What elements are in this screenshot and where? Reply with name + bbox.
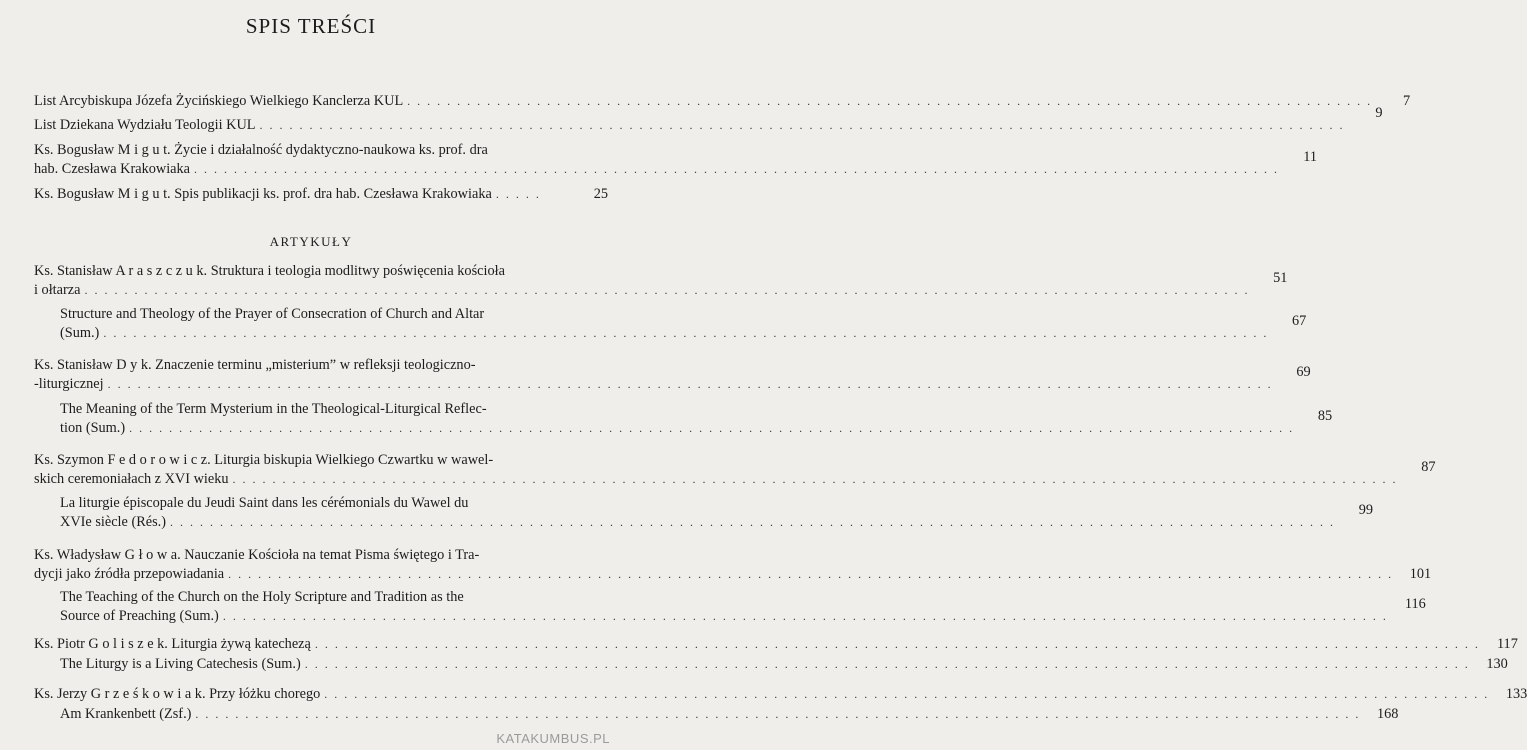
- leader-dots: . . . . . . . . . . . . . . . . . . . . . . . . . . . . . . . . . . . . . . . . . . . . . . . . . . . . . . . . . . . . . . . . . . . . . . . . . . . . . . . . . . . . . . . . . . . . . . . . . . . . . . . . . . . . . . . . . . . . .: [195, 707, 1361, 721]
- leader-dots: . . . . . . . . . . . . . . . . . . . . . . . . . . . . . . . . . . . . . . . . . . . . . . . . . . . . . . . . . . . . . . . . . . . . . . . . . . . . . . . . . . . . . . . . . . . . . . . . . . . . . . . . . . . . . . . . . . . . .: [84, 283, 1250, 297]
- toc-entry: [34, 105, 1383, 135]
- toc-entry-summary: [60, 705, 1399, 724]
- leader-dots: . . . . . . . . . . . . . . . . . . . . . . . . . . . . . . . . . . . . . . . . . . . . . . . . . . . . . . . . . . . . . . . . . . . . . . . . . . . . . . . . . . . . . . . . . . . . . . . . . . . . . . . . . . . . . . . . . . . . .: [129, 421, 1295, 435]
- leader-dots: . . . . . . . . . . . . . . . . . . . . . . . . . . . . . . . . . . . . . . . . . . . . . . . . . . . . . . . . . . . . . . . . . . . . . . . . . . . . . . . . . . . . . . . . . . . . . . . . . . . . . . . . . . . . . . . . . . . . .: [228, 567, 1394, 581]
- toc-entry: [34, 185, 608, 204]
- entry-line: tion (Sum.): [60, 420, 126, 436]
- page-number: 133: [1505, 686, 1527, 702]
- page-number: 11: [1303, 149, 1318, 165]
- entry-line: Structure and Theology of the Prayer of Consecration of Church and Altar: [60, 306, 485, 322]
- toc-entry: [34, 546, 1432, 584]
- entry-line: Ks. Jerzy G r z e ś k o w i a k. Przy łóżku chorego: [34, 686, 321, 702]
- leader-dots: . . . . . . . . . . . . . . . . . . . . . . . . . . . . . . . . . . . . . . . . . . . . . . . . . . . . . . . . . . . . . . . . . . . . . . . . . . . . . . . . . . . . . . . . . . . . . . . . . . . . . . . . . . . . .: [194, 162, 1280, 176]
- page-number: 85: [1317, 408, 1333, 424]
- page-title: SPIS TREŚCI: [245, 14, 377, 38]
- entry-line: Ks. Bogusław M i g u t. Życie i działalność dydaktyczno-naukowa ks. prof. dra: [34, 142, 488, 158]
- entry-line: Ks. Władysław G ł o w a. Nauczanie Kościoła na temat Pisma świętego i Tra-: [34, 547, 480, 563]
- toc-entry-summary: [60, 494, 1373, 532]
- page-number: 101: [1409, 566, 1432, 582]
- toc-entry-summary: [60, 655, 1508, 674]
- entry-line: Am Krankenbett (Zsf.): [60, 706, 192, 722]
- entry-line: -liturgicznej: [34, 376, 104, 392]
- toc-entry-summary: [60, 305, 1307, 343]
- leader-dots: . . . . . . . . . . . . . . . . . . . . . . . . . . . . . . . . . . . . . . . . . . . . . . . . . . . . . . . . . . . . . . . . . . . . . . . . . . . . . . . . . . . . . . . . . . . . . . . . . . . . . . . . . . . . . . . . . . . . .: [103, 326, 1269, 340]
- toc-entry: [34, 685, 1527, 704]
- page-number: 7: [1403, 93, 1411, 109]
- entry-line: Ks. Piotr G o l i s z e k. Liturgia żywą katechezą: [34, 636, 311, 652]
- page-number: 25: [593, 186, 608, 202]
- leader-dots: . . . . . . . . . . . . . . . . . . . . . . . . . . . . . . . . . . . . . . . . . . . . . . . . . . . . . . . . . . . . . . . . . . . . . . . . . . . . . . . . . . . . . . . . . . . . . . . . . . . . . . . . . . . . . . . . . . . . .: [304, 657, 1470, 671]
- entry-line: Ks. Szymon F e d o r o w i c z. Liturgia biskupia Wielkiego Czwartku w wawel-: [34, 452, 494, 468]
- leader-dots: . . . . . . . . . . . . . . . . . . . . . . . . . . . . . . . . . . . . . . . . . . . . . . . . . . . . . . . . . . . . . . . . . . . . . . . . . . . . . . . . . . . . . . . . . . . . . . . . . . . . . . . . . . . . . . . . . . . . .: [107, 377, 1273, 391]
- leader-dots: . . . . . . . . . . . . . . . . . . . . . . . . . . . . . . . . . . . . . . . . . . . . . . . . . . . . . . . . . . . . . . . . . . . . . . . . . . . . . . . . . . . . . . . . . . . . . . . . .: [407, 94, 1373, 108]
- entry-line: Ks. Stanisław D y k. Znaczenie terminu „misterium” w refleksji teologiczno-: [34, 357, 476, 373]
- entry-line: (Sum.): [60, 325, 100, 341]
- toc-entry-summary: [60, 400, 1333, 438]
- leader-dots: . . . . . . . . . . . . . . . . . . . . . . . . . . . . . . . . . . . . . . . . . . . . . . . . . . . . . . . . . . . . . . . . . . . . . . . . . . . . . . . . . . . . . . . . . . . . . . . . . . . . . . . . . . . . . . . . . . . . .: [232, 472, 1398, 486]
- entry-line: The Teaching of the Church on the Holy Scripture and Tradition as the: [60, 589, 464, 605]
- leader-dots: . . . . . . . . . . . . . . . . . . . . . . . . . . . . . . . . . . . . . . . . . . . . . . . . . . . . . . . . . . . . . . . . . . . . . . . . . . . . . . . . . . . . . . . . . . . . . . . . . . . . . . . . . . . . . . . . . . . . .: [314, 637, 1480, 651]
- leader-dots: . . . . . . . . . . . . . . . . . . . . . . . . . . . . . . . . . . . . . . . . . . . . . . . . . . . . . . . . . . . . . . . . . . . . . . . . . . . . . . . . . . . . . . . . . . . . . . . . . . . . . . . . . . . . . . . . . . . . .: [222, 609, 1388, 623]
- entry-line: i ołtarza: [34, 282, 81, 298]
- leader-dots: . . . . . . . . . . . . . . . . . . . . . . . . . . . . . . . . . . . . . . . . . . . . . . . . . . . . . . . . . . . . . . . . . . . . . . . . . . . . . . . . . . . . . . . . . . . . . . . . . . . . . . . . . . . . .: [259, 118, 1345, 132]
- toc-entry: [34, 635, 1518, 654]
- page-number: 9: [1375, 105, 1383, 121]
- toc-entry: [34, 356, 1311, 394]
- leader-dots: . . . . . . . . . . . . . . . . . . . . . . . . . . . . . . . . . . . . . . . . . . . . . . . . . . . . . . . . . . . . . . . . . . . . . . . . . . . . . . . . . . . . . . . . . . . . . . . . . . . . . . . . . . . . . . . . . . . . .: [170, 515, 1335, 529]
- toc-entry-summary: [60, 588, 1426, 626]
- page-number: 99: [1358, 502, 1373, 518]
- page-number: 51: [1273, 270, 1288, 286]
- entry-line: List Arcybiskupa Józefa Życińskiego Wielkiego Kanclerza KUL: [34, 93, 404, 109]
- entry-line: List Dziekana Wydziału Teologii KUL: [34, 117, 256, 133]
- entry-line: The Meaning of the Term Mysterium in the Theological-Liturgical Reflec-: [60, 401, 487, 417]
- page-number: 87: [1421, 459, 1436, 475]
- toc-entry: [34, 451, 1436, 489]
- toc-entry: [34, 92, 1411, 111]
- entry-line: Ks. Bogusław M i g u t. Spis publikacji ks. prof. dra hab. Czesława Krakowiaka: [34, 186, 492, 202]
- page-number: 69: [1296, 364, 1311, 380]
- entry-line: dycji jako źródła przepowiadania: [34, 566, 225, 582]
- entry-line: XVIe siècle (Rés.): [60, 514, 166, 530]
- page-number: 67: [1292, 313, 1307, 329]
- entry-line: Ks. Stanisław A r a s z c z u k. Struktura i teologia modlitwy poświęcenia kościoła: [34, 263, 505, 279]
- toc-entry: [34, 262, 1288, 300]
- page-number: 117: [1496, 636, 1518, 652]
- entry-line: La liturgie épiscopale du Jeudi Saint dans les cérémonials du Wawel du: [60, 495, 469, 511]
- leader-dots: . . . . . . . . . . . . . . . . . . . . . . . . . . . . . . . . . . . . . . . . . . . . . . . . . . . . . . . . . . . . . . . . . . . . . . . . . . . . . . . . . . . . . . . . . . . . . . . . . . . . . . . . . . . . . . . . . . . . .: [324, 687, 1490, 701]
- page-number: 116: [1404, 596, 1426, 612]
- entry-line: The Liturgy is a Living Catechesis (Sum.): [60, 656, 301, 672]
- entry-line: hab. Czesława Krakowiaka: [34, 161, 191, 177]
- toc-entry: [34, 141, 1318, 179]
- section-title: ARTYKUŁY: [269, 234, 353, 249]
- page-number: 168: [1376, 706, 1399, 722]
- watermark: KATAKUMBUS.PL: [496, 731, 610, 746]
- page-number: 130: [1486, 656, 1508, 672]
- entry-line: skich ceremoniałach z XVI wieku: [34, 471, 229, 487]
- entry-line: Source of Preaching (Sum.): [60, 608, 219, 624]
- leader-dots: . . . . .: [495, 187, 541, 201]
